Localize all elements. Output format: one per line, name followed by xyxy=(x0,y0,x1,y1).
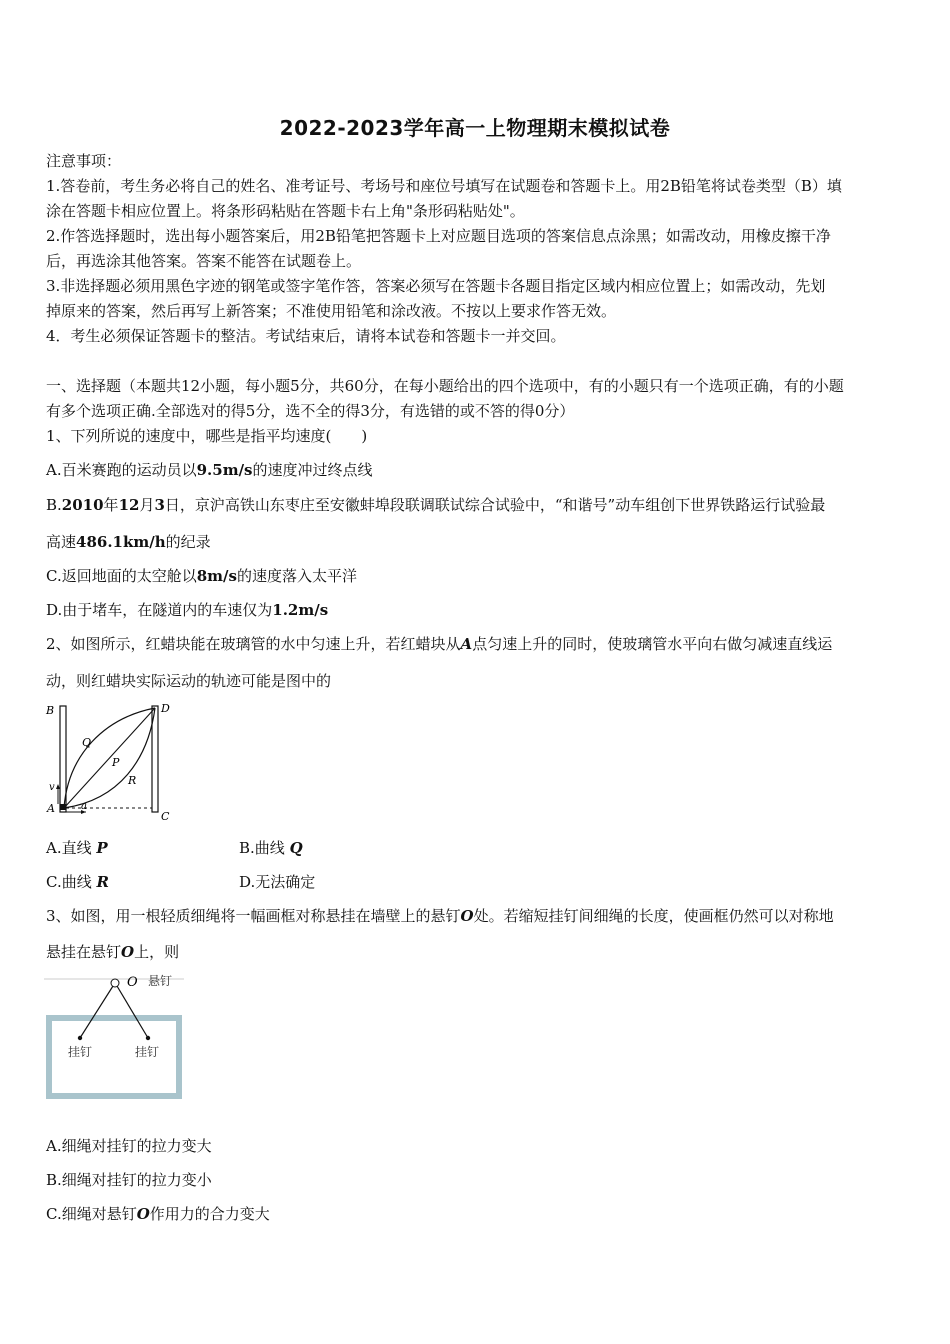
peg-left-icon xyxy=(78,1036,82,1040)
label-nail: 悬钉 xyxy=(148,974,173,988)
q1-option-b-value: 486.1km/h xyxy=(76,533,166,551)
q2-stem-cont: 动，则红蜡块实际运动的轨迹可能是图中的 xyxy=(46,672,332,690)
label-peg-right: 挂钉 xyxy=(135,1045,160,1059)
q2-stem-text: 点匀速上升的同时，使玻璃管水平向右做匀减速直线运 xyxy=(472,635,833,653)
wax-block xyxy=(60,804,66,810)
q1-option-b-text: 年 xyxy=(103,496,119,514)
q1-option-b-month: 12 xyxy=(118,496,140,514)
label-peg-left: 挂钉 xyxy=(68,1045,93,1059)
notice-line: 2.作答选择题时，选出每小题答案后，用2B铅笔把答题卡上对应题目选项的答案信息点涂黑；如需改动，用橡皮擦干净 xyxy=(46,227,831,245)
q1-option-b-year: 2010 xyxy=(61,496,104,514)
q2-option-a-var: P xyxy=(96,839,108,857)
page-title: 2022-2023学年高一上物理期末模拟试卷 xyxy=(279,116,671,140)
section-heading: 有多个选项正确.全部选对的得5分，选不全的得3分，有选错的或不答的得0分） xyxy=(46,402,575,420)
q1-stem: 1、下列所说的速度中，哪些是指平均速度( ) xyxy=(46,427,368,445)
label-b: B xyxy=(46,704,55,717)
nail-icon xyxy=(111,979,119,987)
q2-stem-text: 2、如图所示，红蜡块能在玻璃管的水中匀速上升，若红蜡块从 xyxy=(46,635,461,653)
notice-line: 3.非选择题必须用黑色字迹的钢笔或签字笔作答，答案必须写在答题卡各题目指定区域内相应位置上；如需改动，先划 xyxy=(46,277,826,295)
q3-point-o: O xyxy=(121,943,135,961)
q1-option-b-day: 3 xyxy=(154,496,165,514)
notice-line: 掉原来的答案，然后再写上新答案；不准使用铅笔和涂改液。不按以上要求作答无效。 xyxy=(46,302,617,320)
q2-option-b-text: B.曲线 xyxy=(239,839,285,857)
q2-stem xyxy=(46,633,908,655)
line-p xyxy=(64,708,155,808)
label-r: R xyxy=(128,774,137,787)
q1-option-b-text: 高速 xyxy=(46,533,77,551)
q1-option-c xyxy=(46,565,908,587)
q1-option-b-text: 日，京沪高铁山东枣庄至安徽蚌埠段联调联试综合试验中，“和谐号”动车组创下世界铁路运行试验最 xyxy=(164,496,826,514)
notice-line: 涂在答题卡相应位置上。将条形码粘贴在答题卡右上角"条形码粘贴处"。 xyxy=(46,202,525,220)
q3-option-b: B.细绳对挂钉的拉力变小 xyxy=(46,1171,212,1189)
peg-right-icon xyxy=(146,1036,150,1040)
label-c: C xyxy=(161,810,170,823)
q2-option-d: D.无法确定 xyxy=(239,873,316,891)
q3-stem-text: 处。若缩短挂钉间细绳的长度，使画框仍然可以对称地 xyxy=(473,907,834,925)
q3-diagram xyxy=(44,970,194,1109)
label-o: O xyxy=(127,975,138,990)
label-d: D xyxy=(161,702,170,715)
q1-option-b-text: B. xyxy=(46,496,62,514)
notice-line: 后，再选涂其他答案。答案不能答在试题卷上。 xyxy=(46,252,362,270)
q2-point-a: A xyxy=(460,635,473,653)
label-a-point: A xyxy=(47,802,55,815)
rope-right xyxy=(117,986,148,1038)
q1-option-b-text: 的纪录 xyxy=(165,533,211,551)
q2-option-b xyxy=(239,837,303,859)
q1-option-b xyxy=(46,494,908,516)
q1-option-c-text: C.返回地面的太空舱以 xyxy=(46,567,197,585)
q1-option-a-text: A.百米赛跑的运动员以 xyxy=(46,461,197,479)
q2-option-c-var: R xyxy=(96,873,109,891)
q3-option-c-o: O xyxy=(136,1205,150,1223)
q1-option-b-cont xyxy=(46,531,908,553)
q1-option-a-value: 9.5m/s xyxy=(196,461,253,479)
q2-option-a-text: A.直线 xyxy=(46,839,92,857)
trajectory-figure xyxy=(44,700,184,826)
q3-stem-cont xyxy=(46,941,908,963)
q2-option-c-text: C.曲线 xyxy=(46,873,92,891)
q1-option-a-text: 的速度冲过终点线 xyxy=(252,461,373,479)
q3-point-o: O xyxy=(460,907,474,925)
label-accel: a xyxy=(81,801,87,812)
notice-line: 1.答卷前，考生务必将自己的姓名、准考证号、考场号和座位号填写在试题卷和答题卡上。用2B铅笔将试卷类型（B）填 xyxy=(46,177,842,195)
q3-stem-text: 上，则 xyxy=(134,943,180,961)
q3-stem-text: 悬挂在悬钉 xyxy=(46,943,122,961)
q1-option-d-text: D.由于堵车，在隧道内的车速仅为 xyxy=(46,601,273,619)
notice-line: 4．考生必须保证答题卡的整洁。考试结束后，请将本试卷和答题卡一并交回。 xyxy=(46,327,566,345)
q3-stem xyxy=(46,905,908,927)
label-v: v xyxy=(49,782,55,793)
q2-option-c xyxy=(46,871,109,893)
q2-option-b-var: Q xyxy=(289,839,303,857)
q2-option-a xyxy=(46,837,108,859)
q2-diagram xyxy=(44,700,184,830)
q3-option-c-text: 作用力的合力变大 xyxy=(149,1205,270,1223)
q1-option-d xyxy=(46,599,908,621)
section-heading: 一、选择题（本题共12小题，每小题5分，共60分，在每小题给出的四个选项中，有的小题只有一个选项正确，有的小题 xyxy=(46,377,844,395)
q3-stem-text: 3、如图，用一根轻质细绳将一幅画框对称悬挂在墙壁上的悬钉 xyxy=(46,907,461,925)
rope-left xyxy=(80,986,113,1038)
notice-heading: 注意事项： xyxy=(46,152,122,170)
q1-option-d-value: 1.2m/s xyxy=(272,601,329,619)
picture-frame-figure xyxy=(44,970,194,1105)
label-q: Q xyxy=(82,736,92,749)
q1-option-a xyxy=(46,459,908,481)
label-p: P xyxy=(112,756,120,769)
q1-option-c-text: 的速度落入太平洋 xyxy=(236,567,357,585)
q1-option-b-text: 月 xyxy=(139,496,155,514)
q3-option-c xyxy=(46,1203,908,1225)
q1-option-c-value: 8m/s xyxy=(196,567,237,585)
q3-option-c-text: C.细绳对悬钉 xyxy=(46,1205,137,1223)
q3-option-a: A.细绳对挂钉的拉力变大 xyxy=(46,1137,212,1155)
